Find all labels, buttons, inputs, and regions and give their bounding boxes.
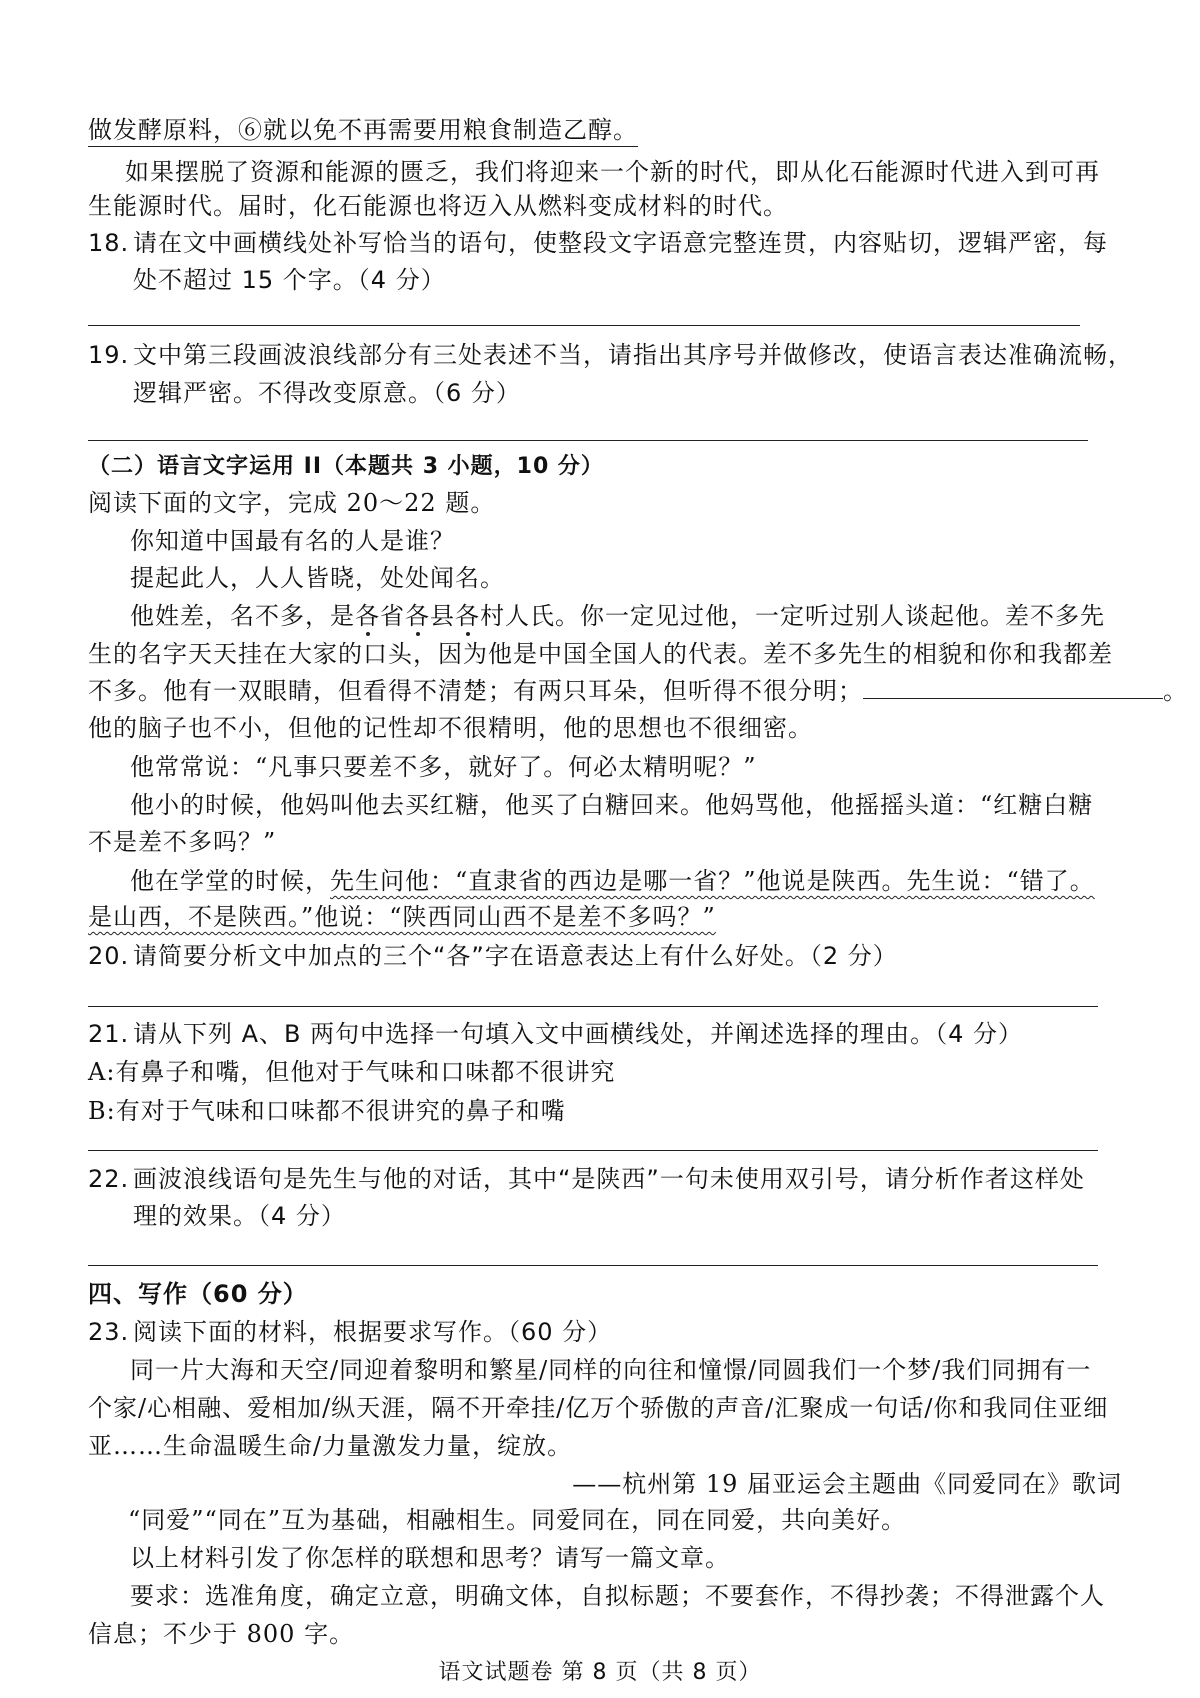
section-2-heading: （二）语言文字运用 II（本题共 3 小题，10 分） — [88, 454, 604, 479]
section-2-instruction: 阅读下面的文字，完成 20～22 题。 — [88, 489, 496, 517]
dotted-ge-1: 各 — [355, 602, 380, 630]
writing-requirements-line1: 要求：选准角度，确定立意，明确文体，自拟标题；不要套作，不得抄袭；不得泄露个人 — [130, 1582, 1105, 1610]
answer-line-22 — [88, 1265, 1098, 1266]
top-fragment — [88, 115, 638, 145]
dotted-ge-3: 各 — [455, 602, 480, 630]
answer-line-18 — [88, 325, 1080, 326]
passage-p6-line1: 他在学堂的时候，先生问他：“直隶省的西边是哪一省？”他说是陕西。先生说：“错了。 — [130, 867, 1095, 895]
passage-p4: 他常常说：“凡事只要差不多，就好了。何必太精明呢？” — [130, 753, 757, 781]
dotted-ge-2: 各 — [405, 602, 430, 630]
passage-p1: 你知道中国最有名的人是谁？ — [130, 527, 455, 555]
question-23-text: 阅读下面的材料，根据要求写作。（60 分） — [133, 1318, 613, 1346]
question-18-number: 18. — [88, 229, 130, 257]
question-22-line2: 理的效果。（4 分） — [133, 1202, 346, 1230]
question-18-line2: 处不超过 15 个字。（4 分） — [133, 266, 446, 294]
lyrics-attribution: ——杭州第 19 届亚运会主题曲《同爱同在》歌词 — [572, 1470, 1122, 1498]
wavy-dialogue-2: 是山西，不是陕西。”他说：“陕西同山西不是差不多吗？” — [88, 903, 716, 931]
answer-line-19 — [88, 440, 1088, 441]
option-a: A:有鼻子和嘴，但他对于气味和口味都不很讲究 — [88, 1058, 616, 1086]
question-21-text: 请从下列 A、B 两句中选择一句填入文中画横线处，并阐述选择的理由。（4 分） — [133, 1020, 1024, 1048]
question-22-line1: 画波浪线语句是先生与他的对话，其中“是陕西”一句未使用双引号，请分析作者这样处 — [133, 1165, 1085, 1193]
question-23-number: 23. — [88, 1318, 130, 1346]
question-18-line1: 请在文中画横线处补写恰当的语句，使整段文字语意完整连贯，内容贴切，逻辑严密，每 — [133, 229, 1108, 257]
lyrics-line1: 同一片大海和天空/同迎着黎明和繁星/同样的向往和憧憬/同圆我们一个梦/我们同拥有一 — [130, 1356, 1092, 1384]
question-20-text: 请简要分析文中加点的三个“各”字在语意表达上有什么好处。（2 分） — [133, 942, 898, 970]
section-4-heading: 四、写作（60 分） — [88, 1280, 308, 1308]
fill-in-blank — [863, 676, 1163, 699]
question-19-number: 19. — [88, 341, 130, 369]
material-explanation: “同爱”“同在”互为基础，相融相生。同爱同在，同在同爱，共向美好。 — [128, 1506, 907, 1534]
underlined-sentence: 做发酵原料，⑥就以免不再需要用粮食制造乙醇。 — [88, 116, 638, 147]
answer-line-21 — [88, 1150, 1098, 1151]
passage-p6-line2 — [88, 902, 716, 932]
question-22-number: 22. — [88, 1165, 130, 1193]
passage-p3-line1: 他姓差，名不多，是各省各县各村人氏。你一定见过他，一定听过别人谈起他。差不多先 — [130, 602, 1105, 630]
renewable-paragraph-line2: 生能源时代。届时，化石能源也将迈入从燃料变成材料的时代。 — [88, 192, 788, 220]
passage-p5-line2: 不是差不多吗？” — [88, 828, 277, 856]
lyrics-line3: 亚……生命温暖生命/力量激发力量，绽放。 — [88, 1432, 573, 1460]
writing-prompt: 以上材料引发了你怎样的联想和思考？请写一篇文章。 — [130, 1544, 730, 1572]
page-footer: 语文试题卷 第 8 页（共 8 页） — [438, 1660, 762, 1685]
answer-line-20 — [88, 1006, 1098, 1007]
wavy-dialogue-1: 先生问他：“直隶省的西边是哪一省？”他说是陕西。先生说：“错了。 — [330, 867, 1095, 895]
circled-marker-6: ⑥ — [238, 116, 263, 144]
lyrics-line2: 个家/心相融、爱相加/纵天涯，隔不开牵挂/亿万个骄傲的声音/汇聚成一句话/你和我同住亚细 — [88, 1394, 1109, 1422]
option-b: B:有对于气味和口味都不很讲究的鼻子和嘴 — [88, 1097, 566, 1125]
question-19-line2: 逻辑严密。不得改变原意。（6 分） — [133, 379, 521, 407]
question-21-number: 21. — [88, 1020, 130, 1048]
question-20-number: 20. — [88, 942, 130, 970]
writing-requirements-line2: 信息；不少于 800 字。 — [88, 1620, 355, 1648]
passage-p3-line4: 他的脑子也不小，但他的记性却不很精明，他的思想也不很细密。 — [88, 714, 813, 742]
passage-p2: 提起此人，人人皆晓，处处闻名。 — [130, 564, 505, 592]
passage-p3-line3: 不多。他有一双眼睛，但看得不清楚；有两只耳朵，但听得不很分明； 。 — [88, 677, 1188, 705]
renewable-paragraph-line1: 如果摆脱了资源和能源的匮乏，我们将迎来一个新的时代，即从化石能源时代进入到可再 — [125, 158, 1100, 186]
passage-p3-line2: 生的名字天天挂在大家的口头，因为他是中国全国人的代表。差不多先生的相貌和你和我都差 — [88, 640, 1113, 668]
passage-p5-line1: 他小的时候，他妈叫他去买红糖，他买了白糖回来。他妈骂他，他摇摇头道：“红糖白糖 — [130, 791, 1094, 819]
question-19-line1: 文中第三段画波浪线部分有三处表述不当，请指出其序号并做修改，使语言表达准确流畅， — [133, 341, 1133, 369]
